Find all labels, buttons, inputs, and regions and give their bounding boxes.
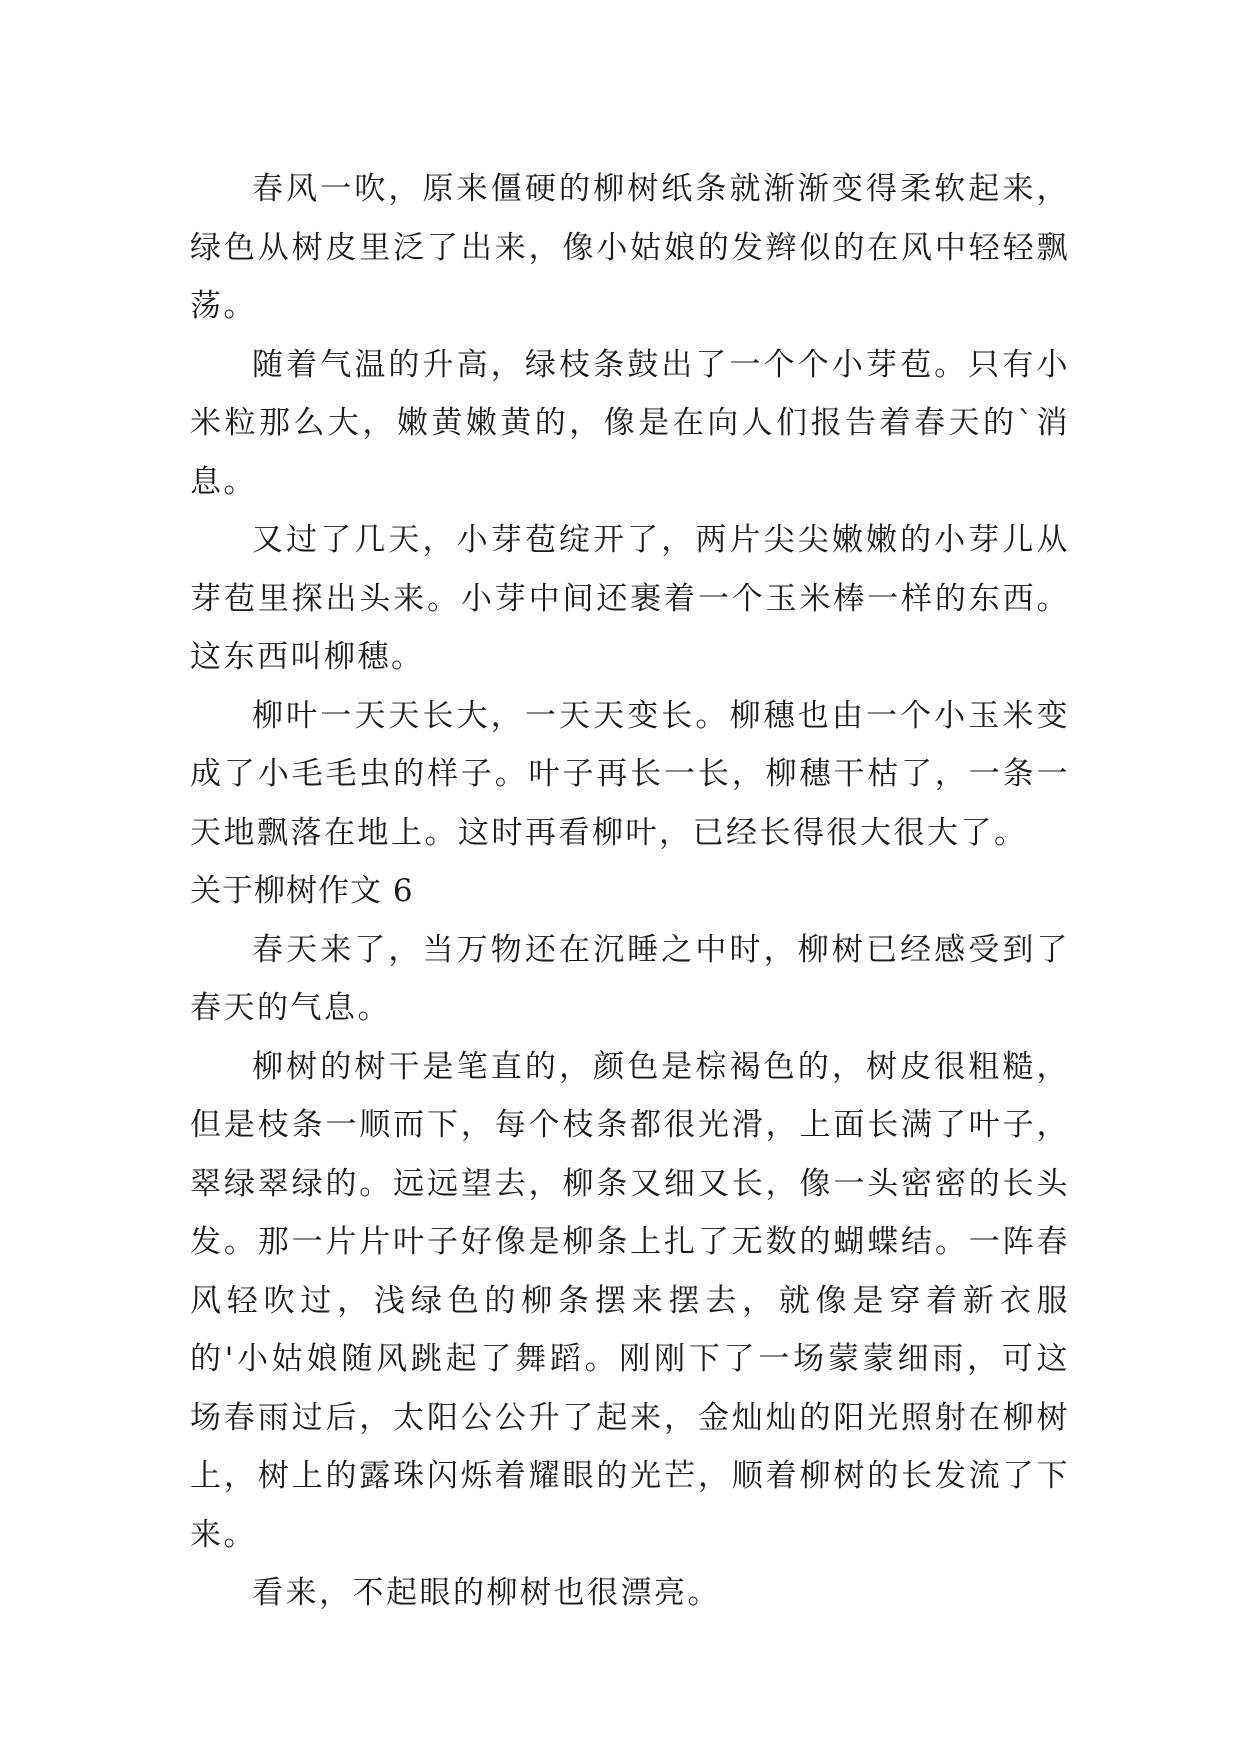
document-body [190, 160, 1070, 1623]
paragraph-leaves-grow: 柳叶一天天长大，一天天变长。柳穗也由一个小玉米变成了小毛毛虫的样子。叶子再长一长，柳穗干枯了，一条一天地飘落在地上。这时再看柳叶，已经长得很大很大了。 [190, 697, 1070, 851]
paragraph-willow-description: 柳树的树干是笔直的，颜色是棕褐色的，树皮很粗糙，但是枝条一顺而下，每个枝条都很光滑，上面长满了叶子，翠绿翠绿的。远远望去，柳条又细又长，像一头密密的长头发。那一片片叶子好像是柳条上扎了无数的蝴蝶结。一阵春风轻吹过，浅绿色的柳条摆来摆去，就像是穿着新衣服的'小姑娘随风跳起了舞蹈。刚刚下了一场蒙蒙细雨，可这场春雨过后，太阳公公升了起来，金灿灿的阳光照射在柳树上，树上的露珠闪烁着耀眼的光芒，顺着柳树的长发流了下来。 [190, 1048, 1070, 1553]
paragraph-catkins: 又过了几天，小芽苞绽开了，两片尖尖嫩嫩的小芽儿从芽苞里探出头来。小芽中间还裹着一个玉米棒一样的东西。这东西叫柳穗。 [190, 522, 1070, 675]
paragraph-buds: 随着气温的升高，绿枝条鼓出了一个个小芽苞。只有小米粒那么大，嫩黄嫩黄的，像是在向人们报告着春天的`消息。 [190, 346, 1070, 500]
section-title: 关于柳树作文 6 [190, 873, 414, 909]
paragraph-conclusion: 看来，不起眼的柳树也很漂亮。 [252, 1575, 721, 1611]
paragraph-spring-arrives: 春天来了，当万物还在沉睡之中时，柳树已经感受到了春天的气息。 [190, 931, 1070, 1026]
paragraph-spring-wind: 春风一吹，原来僵硬的柳树纸条就渐渐变得柔软起来，绿色从树皮里泛了出来，像小姑娘的发辫似的在风中轻轻飘荡。 [190, 171, 1070, 324]
